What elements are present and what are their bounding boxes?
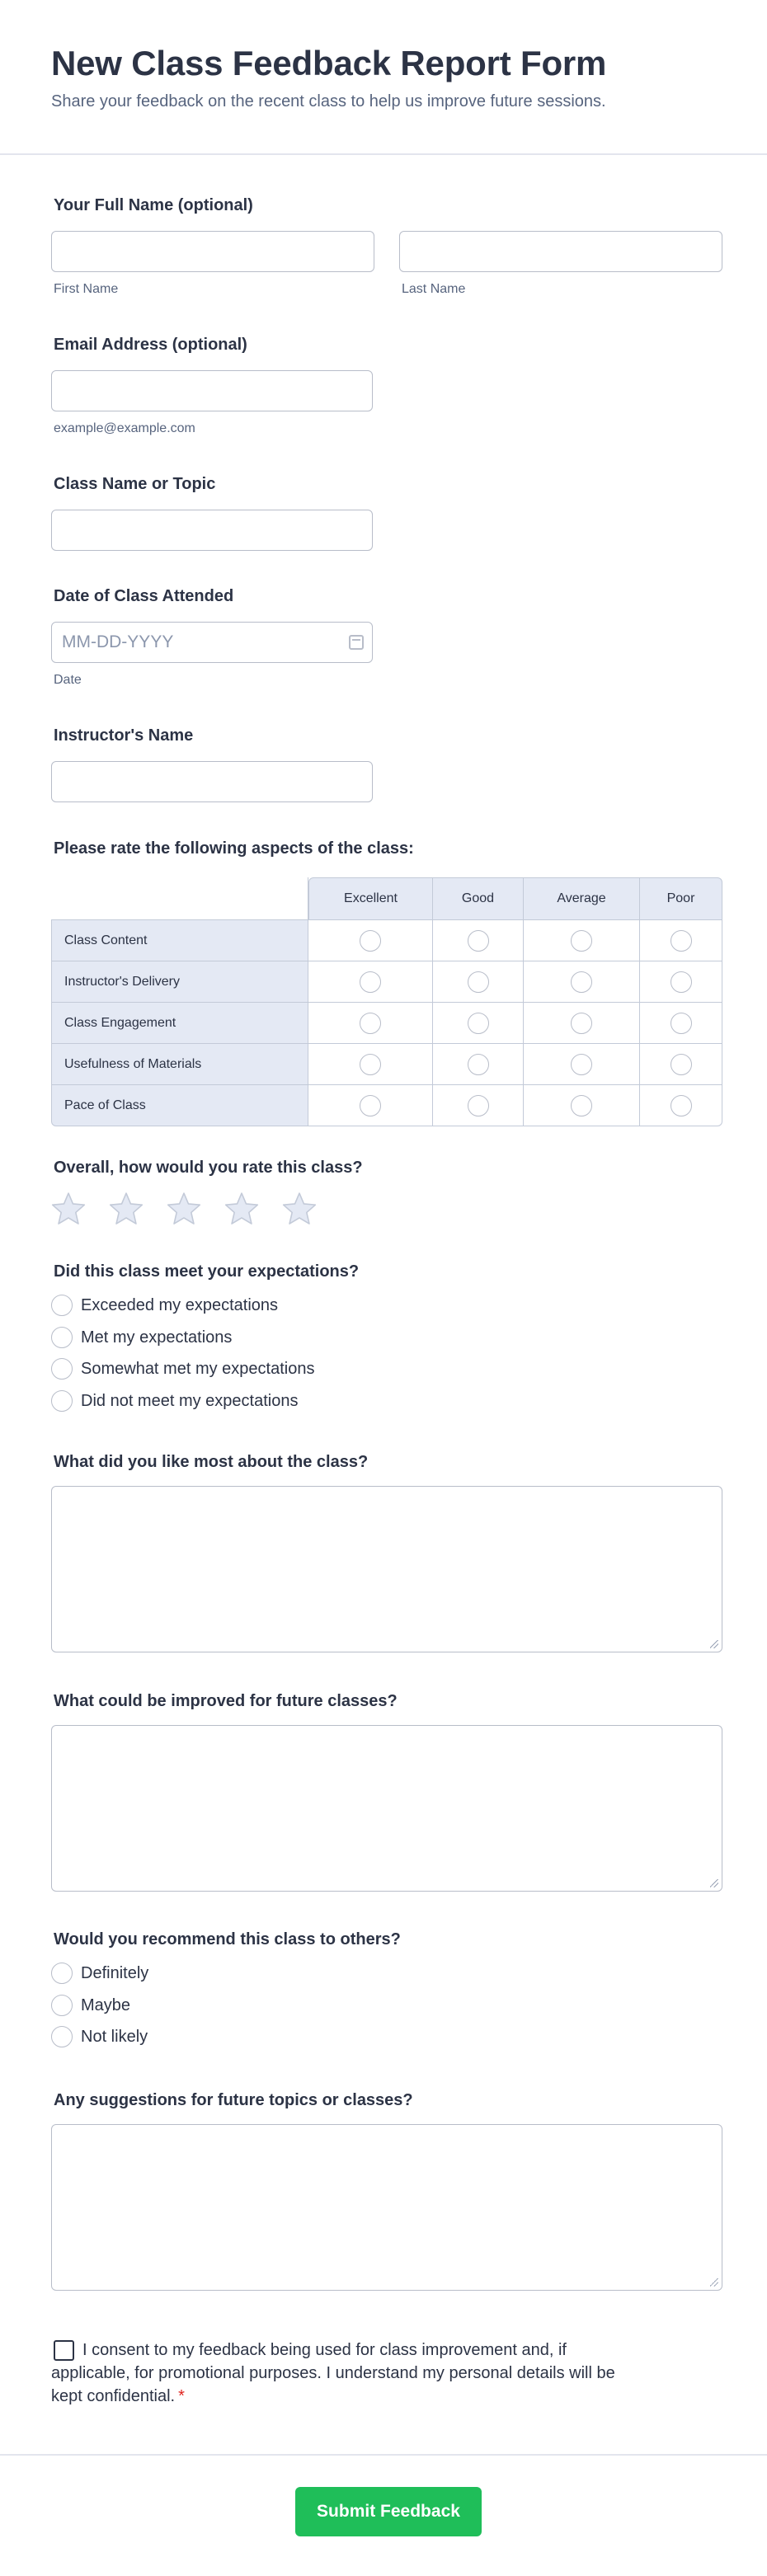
matrix-row: [51, 1003, 722, 1044]
radio-engagement-poor[interactable]: [671, 1013, 692, 1034]
matrix-corner: [51, 877, 308, 920]
matrix-row: [51, 961, 722, 1003]
overall-rating-field: [51, 1157, 722, 1239]
recommend-option[interactable]: [51, 1995, 130, 2016]
radio-class-content-poor[interactable]: [671, 930, 692, 952]
first-name-sublabel: First Name: [54, 282, 119, 296]
matrix-row: [51, 1044, 722, 1085]
radio-pace-poor[interactable]: [671, 1095, 692, 1116]
option-label: Exceeded my expectations: [81, 1295, 279, 1314]
date-placeholder: MM-DD-YYYY: [62, 632, 174, 651]
email-sublabel: example@example.com: [54, 421, 195, 435]
consent-label: I consent to my feedback being used for class improvement and, if applicable, for promotional purposes. I understand my personal details will be kept confidential.: [51, 2341, 615, 2405]
recommend-label: Would you recommend this class to others?: [54, 1930, 401, 1948]
instructor-label: Instructor's Name: [54, 726, 194, 745]
option-label: Not likely: [81, 2027, 148, 2046]
option-label: Maybe: [81, 1995, 131, 2014]
recommend-option[interactable]: [51, 1963, 148, 1984]
radio-engagement-average[interactable]: [571, 1013, 592, 1034]
full-name-label: Your Full Name (optional): [54, 196, 253, 214]
radio-pace-excellent[interactable]: [360, 1095, 381, 1116]
instructor-input[interactable]: [51, 761, 373, 802]
suggestions-textarea[interactable]: [51, 2124, 722, 2291]
consent-checkbox[interactable]: [54, 2340, 74, 2361]
improvements-textarea[interactable]: [51, 1725, 722, 1892]
matrix-row-label: Class Engagement: [51, 1003, 308, 1044]
resize-grip-icon[interactable]: [710, 2278, 718, 2287]
date-input[interactable]: [51, 622, 373, 663]
star-icon[interactable]: [167, 1192, 201, 1226]
matrix-row-label: Pace of Class: [51, 1085, 308, 1126]
radio-delivery-good[interactable]: [468, 971, 489, 993]
expectations-option[interactable]: [51, 1295, 278, 1316]
radio-delivery-poor[interactable]: [671, 971, 692, 993]
suggestions-field: [51, 2089, 722, 2296]
expectations-field: [51, 1261, 722, 1417]
date-label: Date of Class Attended: [54, 587, 234, 605]
radio-delivery-excellent[interactable]: [360, 971, 381, 993]
radio-button[interactable]: [51, 1995, 73, 2016]
matrix-row: [51, 920, 722, 961]
form-title: New Class Feedback Report Form: [51, 44, 607, 82]
option-label: Met my expectations: [81, 1328, 233, 1347]
recommend-field: [51, 1929, 722, 2052]
radio-class-content-good[interactable]: [468, 930, 489, 952]
first-name-input[interactable]: [51, 231, 374, 272]
radio-button[interactable]: [51, 1358, 73, 1380]
radio-class-content-excellent[interactable]: [360, 930, 381, 952]
option-label: Did not meet my expectations: [81, 1391, 299, 1410]
rating-matrix: [51, 877, 722, 1126]
matrix-row-label: Instructor's Delivery: [51, 961, 308, 1003]
date-sublabel: Date: [54, 673, 82, 687]
radio-materials-good[interactable]: [468, 1054, 489, 1075]
radio-button[interactable]: [51, 1963, 73, 1984]
last-name-input[interactable]: [399, 231, 722, 272]
expectations-option[interactable]: [51, 1390, 298, 1412]
radio-button[interactable]: [51, 2026, 73, 2047]
email-label: Email Address (optional): [54, 336, 247, 354]
radio-materials-average[interactable]: [571, 1054, 592, 1075]
radio-class-content-average[interactable]: [571, 930, 592, 952]
matrix-row: [51, 1085, 722, 1126]
email-input[interactable]: [51, 370, 373, 411]
full-name-field: [51, 195, 722, 302]
expectations-option[interactable]: [51, 1358, 314, 1380]
star-icon[interactable]: [51, 1192, 86, 1226]
matrix-col-header: Excellent: [308, 877, 433, 920]
form-subtitle: Share your feedback on the recent class to help us improve future sessions.: [51, 92, 606, 110]
calendar-icon[interactable]: [349, 635, 364, 650]
instructor-field: [51, 725, 722, 807]
rating-matrix-field: [51, 838, 722, 1126]
star-icon[interactable]: [109, 1192, 144, 1226]
radio-button[interactable]: [51, 1295, 73, 1316]
overall-rating-label: Overall, how would you rate this class?: [54, 1159, 363, 1177]
consent-field: [51, 2339, 722, 2413]
email-field: [51, 334, 722, 441]
last-name-sublabel: Last Name: [402, 282, 466, 296]
option-label: Somewhat met my expectations: [81, 1359, 315, 1378]
form-header: [0, 0, 767, 155]
radio-engagement-good[interactable]: [468, 1013, 489, 1034]
matrix-row-label: Usefulness of Materials: [51, 1044, 308, 1085]
star-icon[interactable]: [282, 1192, 317, 1226]
matrix-col-header: Poor: [640, 877, 722, 920]
rating-matrix-label: Please rate the following aspects of the class:: [54, 839, 414, 858]
radio-pace-good[interactable]: [468, 1095, 489, 1116]
class-name-input[interactable]: [51, 510, 373, 551]
option-label: Definitely: [81, 1963, 149, 1982]
liked-most-label: What did you like most about the class?: [54, 1453, 369, 1471]
star-rating: [51, 1192, 317, 1226]
class-name-label: Class Name or Topic: [54, 475, 216, 493]
expectations-label: Did this class meet your expectations?: [54, 1262, 360, 1281]
date-field: [51, 585, 722, 693]
class-name-field: [51, 473, 722, 556]
radio-materials-poor[interactable]: [671, 1054, 692, 1075]
radio-button[interactable]: [51, 1390, 73, 1412]
expectations-option[interactable]: [51, 1327, 232, 1348]
improvements-label: What could be improved for future classes?: [54, 1692, 398, 1710]
suggestions-label: Any suggestions for future topics or classes?: [54, 2091, 413, 2109]
radio-pace-average[interactable]: [571, 1095, 592, 1116]
matrix-row-label: Class Content: [51, 920, 308, 961]
footer-divider: [0, 2454, 767, 2456]
consent-text: [51, 2339, 645, 2408]
radio-button[interactable]: [51, 1327, 73, 1348]
submit-button[interactable]: Submit Feedback: [295, 2487, 482, 2536]
required-mark: *: [178, 2387, 185, 2405]
recommend-option[interactable]: [51, 2026, 148, 2047]
matrix-col-header: Good: [433, 877, 524, 920]
liked-most-textarea[interactable]: [51, 1486, 722, 1652]
star-icon[interactable]: [224, 1192, 259, 1226]
matrix-col-header: Average: [524, 877, 640, 920]
radio-engagement-excellent[interactable]: [360, 1013, 381, 1034]
liked-most-field: [51, 1451, 722, 1657]
resize-grip-icon[interactable]: [710, 1640, 718, 1648]
radio-delivery-average[interactable]: [571, 971, 592, 993]
radio-materials-excellent[interactable]: [360, 1054, 381, 1075]
improvements-field: [51, 1690, 722, 1897]
resize-grip-icon[interactable]: [710, 1879, 718, 1887]
